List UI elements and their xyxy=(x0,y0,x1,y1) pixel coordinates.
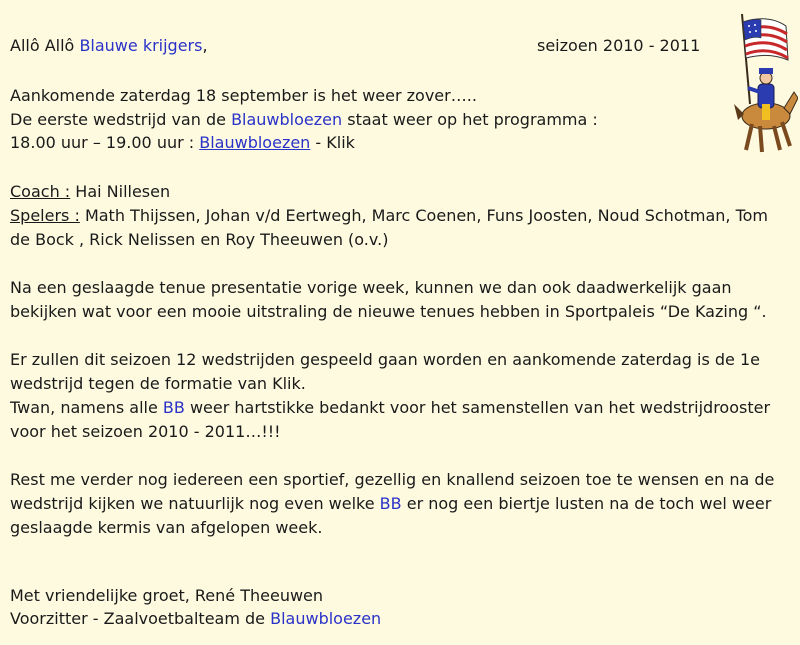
header-comma: , xyxy=(202,36,208,55)
players-line-1 xyxy=(10,204,768,228)
players-list-1: Math Thijssen, Johan v/d Eertwegh, Marc Coenen, Funs Joosten, Noud Schotman, Tom xyxy=(84,206,769,225)
thanks-b: weer hartstikke bedankt voor het samenstellen van het wedstrijdrooster xyxy=(189,398,771,417)
bb-abbr-2: BB xyxy=(379,494,402,513)
match-time-line xyxy=(10,131,355,155)
thanks-a: Twan, namens alle xyxy=(10,398,158,417)
intro-line-2 xyxy=(10,108,598,132)
bb-abbr: BB xyxy=(162,398,185,417)
opponent: - Klik xyxy=(315,133,355,152)
paragraph-3-line-1: Rest me verder nog iedereen een sportief, gezellig en knallend seizoen toe te wensen en na de xyxy=(10,470,775,489)
match-time: 18.00 uur – 19.00 uur : xyxy=(10,133,195,152)
paragraph-2-line-2: wedstrijd tegen de formatie van Klik. xyxy=(10,374,306,393)
signature-line-1: Met vriendelijke groet, René Theeuwen xyxy=(10,586,324,605)
closing-a: wedstrijd kijken we natuurlijk nog even welke xyxy=(10,494,375,513)
paragraph-3-line-2 xyxy=(10,492,771,516)
season-label: seizoen 2010 - 2011 xyxy=(537,36,701,55)
header-line xyxy=(10,34,208,58)
greeting: Allô Allô xyxy=(10,36,75,55)
team-name-inline: Blauwbloezen xyxy=(231,110,343,129)
paragraph-1-line-1: Na een geslaagde tenue presentatie vorige week, kunnen we dan ook daadwerkelijk gaan xyxy=(10,278,732,297)
paragraph-1-line-2: bekijken wat voor een mooie uitstraling de nieuwe tenues hebben in Sportpaleis “De Kazing “. xyxy=(10,302,767,321)
coach-name: Hai Nillesen xyxy=(75,182,171,201)
closing-b: er nog een biertje lusten na de toch wel weer xyxy=(406,494,772,513)
signature-line-2 xyxy=(10,607,381,631)
intro-line-1: Aankomende zaterdag 18 september is het weer zover….. xyxy=(10,86,477,105)
paragraph-2-line-3 xyxy=(10,396,770,420)
paragraph-3-line-3: geslaagde kermis van afgelopen week. xyxy=(10,518,323,537)
signature-team: Blauwbloezen xyxy=(270,609,382,628)
intro-line-2-a: De eerste wedstrijd van de xyxy=(10,110,226,129)
players-line-2: de Bock , Rick Nelissen en Roy Theeuwen (o.v.) xyxy=(10,230,389,249)
intro-line-2-b: staat weer op het programma : xyxy=(347,110,598,129)
team-name: Blauwe krijgers xyxy=(79,36,203,55)
coach-label: Coach : xyxy=(10,182,71,201)
players-label: Spelers : xyxy=(10,206,80,225)
paragraph-2-line-4: voor het seizoen 2010 - 2011…!!! xyxy=(10,422,281,441)
signature-role: Voorzitter - Zaalvoetbalteam de xyxy=(10,609,266,628)
paragraph-2-line-1: Er zullen dit seizoen 12 wedstrijden gespeeld gaan worden en aankomende zaterdag is de 1e xyxy=(10,350,760,369)
blauwbloezen-link[interactable]: Blauwbloezen xyxy=(199,133,311,152)
cavalry-rider-with-flag-icon xyxy=(728,8,798,158)
coach-line xyxy=(10,180,170,204)
